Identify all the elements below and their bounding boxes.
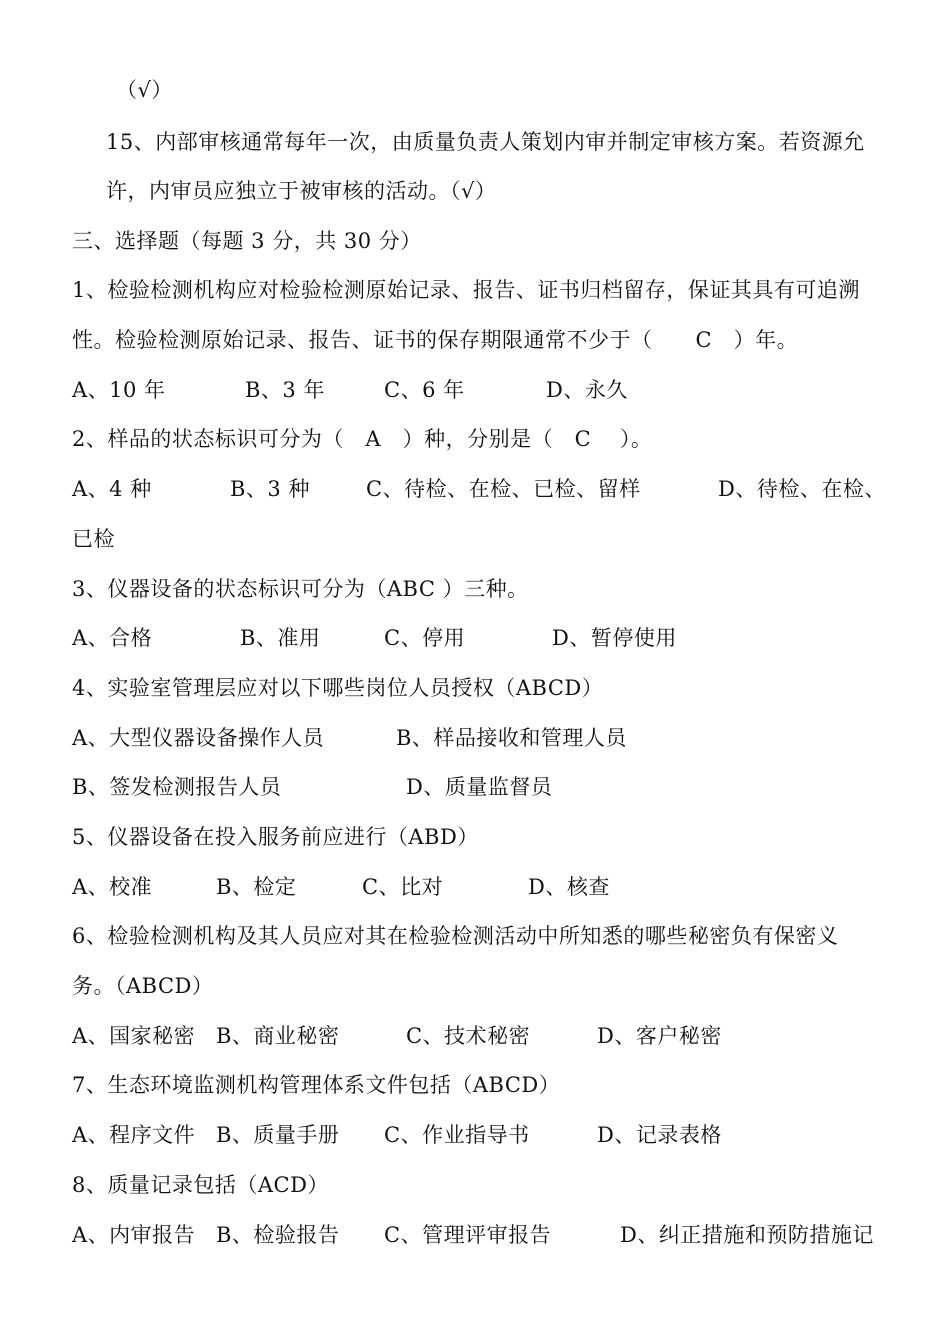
option-b: B、质量手册 [216, 1123, 340, 1147]
question-4: 4、实验室管理层应对以下哪些岗位人员授权（ABCD） [72, 676, 604, 700]
option-a: A、校准 [72, 875, 153, 899]
option-a: A、10 年 [72, 378, 166, 402]
option-a: A、程序文件 [72, 1123, 196, 1147]
question-2: 2、样品的状态标识可分为（ A ）种，分别是（ C ）。 [72, 427, 653, 451]
option-b: B、检定 [216, 875, 297, 899]
question-8: 8、质量记录包括（ACD） [72, 1173, 329, 1197]
option-b: B、准用 [240, 626, 321, 650]
option-d: D、客户秘密 [597, 1024, 722, 1048]
question-1-line-2: 性。检验检测原始记录、报告、证书的保存期限通常不少于（ C ）年。 [72, 328, 799, 352]
option-b: B、检验报告 [216, 1223, 340, 1247]
option-d: D、永久 [546, 378, 628, 402]
option-b: B、3 年 [245, 378, 325, 402]
option-b: B、商业秘密 [216, 1024, 340, 1048]
option-a: A、4 种 [72, 477, 152, 501]
option-a: A、内审报告 [72, 1223, 196, 1247]
option-b: B、样品接收和管理人员 [396, 726, 627, 750]
option-c: C、比对 [362, 875, 444, 899]
question-15-line-1: 15、内部审核通常每年一次，由质量负责人策划内审并制定审核方案。若资源允 [106, 130, 865, 154]
question-3: 3、仪器设备的状态标识可分为（ABC ）三种。 [72, 577, 529, 601]
option-c: C、停用 [384, 626, 466, 650]
option-a: A、大型仪器设备操作人员 [72, 726, 325, 750]
question-6-line-2: 务。（ABCD） [72, 974, 214, 998]
option-d: D、质量监督员 [406, 775, 553, 799]
option-c: C、管理评审报告 [384, 1223, 552, 1247]
option-c: C、6 年 [384, 378, 465, 402]
question-15-line-2: 许，内审员应独立于被审核的活动。（√） [106, 179, 497, 203]
question-1-line-1: 1、检验检测机构应对检验检测原始记录、报告、证书归档留存，保证其具有可追溯 [72, 278, 860, 302]
option-d: D、纠正措施和预防措施记 [620, 1223, 874, 1247]
answer-mark-14: （√） [116, 78, 173, 102]
question-7: 7、生态环境监测机构管理体系文件包括（ABCD） [72, 1073, 561, 1097]
question-5: 5、仪器设备在投入服务前应进行（ABD） [72, 825, 479, 849]
option-c: C、作业指导书 [384, 1123, 530, 1147]
option-c: C、技术秘密 [406, 1024, 531, 1048]
option-a: A、合格 [72, 626, 153, 650]
option-b-2: B、签发检测报告人员 [72, 775, 282, 799]
option-a: A、国家秘密 [72, 1024, 196, 1048]
option-d: D、记录表格 [597, 1123, 722, 1147]
option-d: D、核查 [528, 875, 610, 899]
question-6-line-1: 6、检验检测机构及其人员应对其在检验检测活动中所知悉的哪些秘密负有保密义 [72, 924, 839, 948]
option-d: D、暂停使用 [552, 626, 677, 650]
section-heading-choice: 三、选择题（每题 3 分，共 30 分） [72, 229, 422, 253]
option-c: C、待检、在检、已检、留样 [366, 477, 641, 501]
option-b: B、3 种 [230, 477, 310, 501]
option-d: D、待检、在检、 [718, 477, 886, 501]
question-2-option-d-cont: 已检 [72, 527, 115, 551]
